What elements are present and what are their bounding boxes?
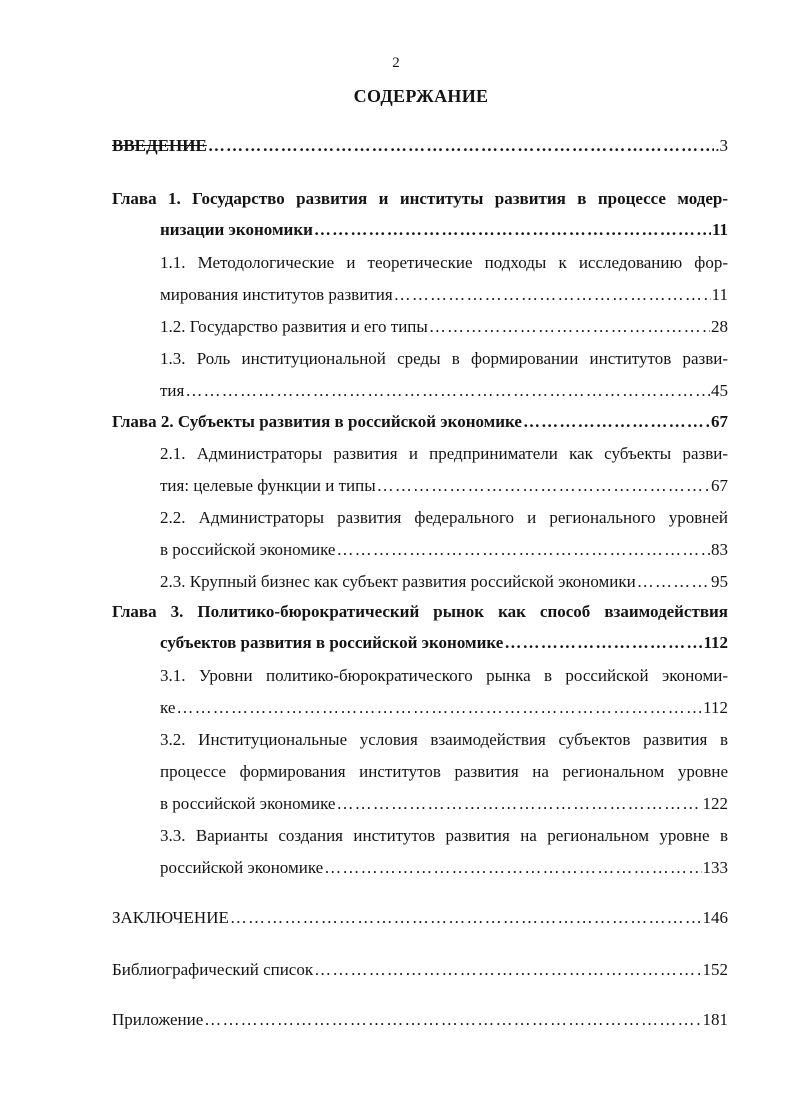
toc-section-3-2: 3.2. Институциональные условия взаимодействия субъектов развития в [160, 730, 728, 749]
toc-page: 181 [702, 1010, 728, 1029]
toc-section-3-2-cont [160, 788, 728, 819]
toc-label: 1.2. Государство развития и его типы [160, 317, 428, 336]
toc-label: низации экономики [160, 220, 313, 239]
toc-page: 112 [703, 633, 728, 652]
toc-page: 83 [711, 540, 728, 559]
toc-page: 146 [702, 908, 728, 927]
toc-chapter-1-title: Глава 1. Государство развития и институты развития в процессе модер- [112, 189, 728, 208]
toc-page: 11 [711, 220, 728, 239]
toc-section-1-3-cont [160, 375, 728, 406]
toc-entry-conclusion [112, 902, 728, 933]
toc-section-1-1-cont [160, 279, 728, 310]
toc-label: в российской экономике [160, 540, 336, 559]
toc-label: Глава 2. Субъекты развития в российской экономике [112, 412, 522, 431]
toc-section-3-2-line2: процессе формирования институтов развития на региональном уровне [160, 762, 728, 781]
dot-leader [637, 566, 710, 597]
toc-section-2-3 [160, 566, 728, 597]
toc-section-1-3: 1.3. Роль институциональной среды в формировании институтов разви- [160, 349, 728, 368]
toc-section-2-1-cont [160, 470, 728, 501]
toc-label: ЗАКЛЮЧЕНИЕ [112, 908, 229, 927]
toc-entry-intro [112, 130, 728, 161]
toc-section-2-1: 2.1. Администраторы развития и предприниматели как субъекты разви- [160, 444, 728, 463]
toc-label: тия: целевые функции и типы [160, 476, 376, 495]
toc-label: 2.3. Крупный бизнес как субъект развития российской экономики [160, 572, 636, 591]
toc-entry-appendix [112, 1004, 728, 1035]
page-number: 2 [392, 55, 400, 71]
page-title: СОДЕРЖАНИЕ [353, 86, 489, 106]
toc-section-2-2: 2.2. Администраторы развития федерального и регионального уровней [160, 508, 728, 527]
toc-label: Приложение [112, 1010, 204, 1029]
toc-page: 11 [711, 285, 728, 304]
toc-label: российской экономике [160, 858, 324, 877]
dot-leader [336, 534, 710, 565]
dot-leader [314, 214, 711, 245]
toc-page: 95 [711, 572, 728, 591]
dot-leader [429, 311, 710, 342]
toc-page: 122 [702, 794, 728, 813]
dot-leader [176, 692, 702, 723]
dot-leader [185, 375, 710, 406]
toc-chapter-3-title-cont [112, 627, 728, 658]
toc-page: .3 [715, 136, 728, 155]
dot-leader [208, 130, 714, 161]
toc-page: 67 [711, 412, 728, 431]
toc-entry-bibliography [112, 954, 728, 985]
toc-section-1-2 [160, 311, 728, 342]
toc-page: 45 [711, 381, 728, 400]
toc-label: Библиографический список [112, 960, 314, 979]
toc-page: 112 [703, 698, 728, 717]
toc-label: тия [160, 381, 185, 400]
toc-section-2-2-cont [160, 534, 728, 565]
toc-chapter-2-title [112, 406, 728, 437]
toc-section-3-3-cont [160, 852, 728, 883]
toc-section-3-1-cont [160, 692, 728, 723]
toc-label: субъектов развития в российской экономике [160, 633, 504, 652]
toc-chapter-3-title: Глава 3. Политико-бюрократический рынок как способ взаимодействия [112, 602, 728, 621]
dot-leader [394, 279, 711, 310]
dot-leader [523, 406, 710, 437]
toc-section-3-1: 3.1. Уровни политико-бюрократического рынка в российской экономи- [160, 666, 728, 685]
dot-leader [324, 852, 701, 883]
dot-leader [314, 954, 701, 985]
toc-page: 67 [711, 476, 728, 495]
dot-leader [377, 470, 710, 501]
toc-chapter-1-title-cont [112, 214, 728, 245]
dot-leader [230, 902, 702, 933]
dot-leader [336, 788, 701, 819]
toc-page: 152 [702, 960, 728, 979]
toc-label: в российской экономике [160, 794, 336, 813]
toc-label: ВВЕДЕНИЕ [112, 136, 207, 155]
toc-page: 133 [702, 858, 728, 877]
toc-page: 28 [711, 317, 728, 336]
toc-label: ке [160, 698, 176, 717]
toc-label: мирования институтов развития [160, 285, 393, 304]
toc-section-3-3: 3.3. Варианты создания институтов развития на региональном уровне в [160, 826, 728, 845]
dot-leader [204, 1004, 701, 1035]
dot-leader [504, 627, 702, 658]
toc-section-1-1: 1.1. Методологические и теоретические подходы к исследованию фор- [160, 253, 728, 272]
